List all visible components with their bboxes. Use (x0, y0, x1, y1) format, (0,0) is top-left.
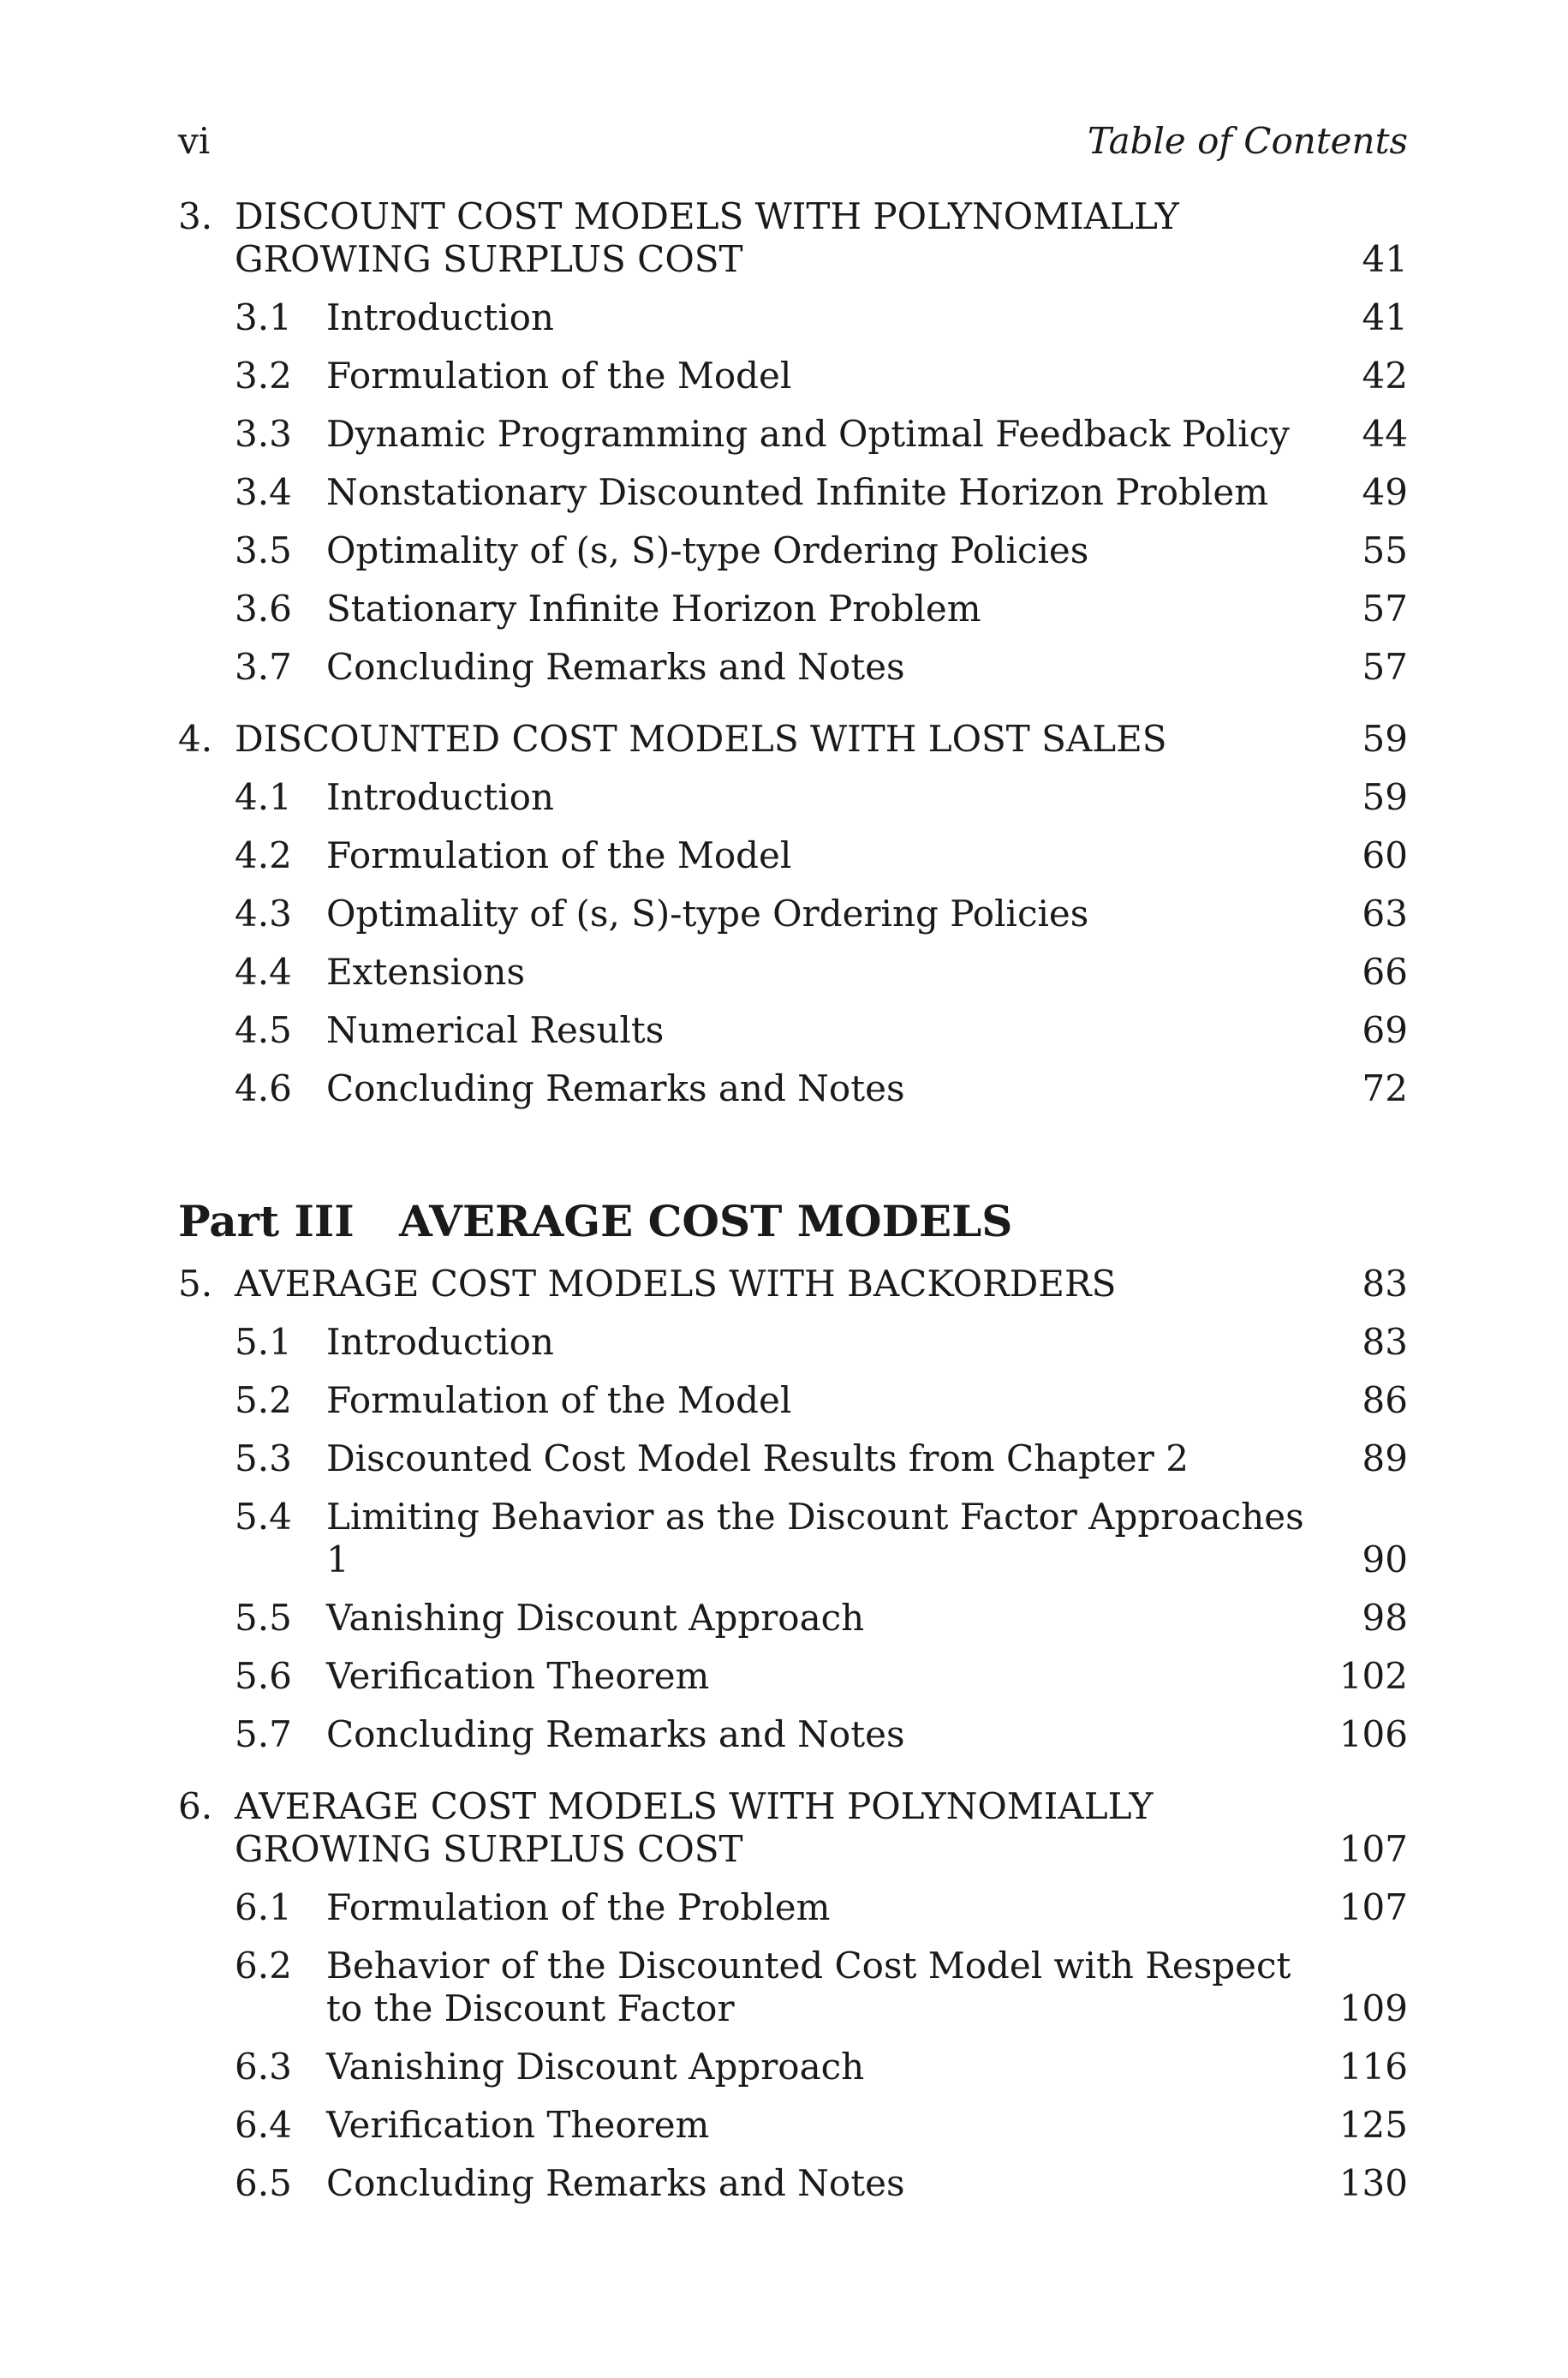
toc-section[interactable] (178, 1496, 1408, 1581)
toc-section[interactable] (178, 834, 1408, 877)
section-title: Introduction (326, 776, 554, 818)
toc-section[interactable] (178, 529, 1408, 572)
toc-section[interactable] (178, 1437, 1408, 1480)
section-title: Extensions (326, 951, 526, 993)
toc-section[interactable] (178, 951, 1408, 994)
section-number: 3.2 (235, 355, 292, 397)
section-title: Formulation of the Model (326, 355, 792, 397)
part-label: Part III (178, 1196, 355, 1246)
section-title: Numerical Results (326, 1009, 665, 1051)
chapter-number: 4. (178, 718, 213, 760)
section-title (326, 1945, 1314, 2030)
section-number: 6.1 (235, 1886, 292, 1928)
toc-section[interactable] (178, 1597, 1408, 1640)
toc-section[interactable] (178, 776, 1408, 819)
toc-chapter[interactable] (178, 1785, 1408, 1871)
section-number: 6.5 (235, 2162, 292, 2204)
section-page: 130 (1338, 2162, 1408, 2204)
section-title: Nonstationary Discounted Infinite Horizon Problem (326, 471, 1269, 513)
section-page: 41 (1362, 296, 1408, 338)
part-heading (178, 1194, 1408, 1249)
section-page: 106 (1338, 1713, 1408, 1755)
section-title: Optimality of (s, S)-type Ordering Policies (326, 893, 1089, 935)
toc-section[interactable] (178, 1713, 1408, 1756)
page-number: vi (178, 120, 211, 162)
part-title: AVERAGE COST MODELS (399, 1196, 1013, 1246)
section-number: 5.6 (235, 1655, 292, 1697)
section-number: 5.7 (235, 1713, 292, 1755)
section-number: 4.5 (235, 1009, 292, 1051)
section-title: Stationary Infinite Horizon Problem (326, 588, 981, 630)
toc-section[interactable] (178, 1067, 1408, 1110)
section-page: 89 (1362, 1437, 1408, 1479)
section-title: Formulation of the Model (326, 834, 792, 876)
section-title: Introduction (326, 1321, 554, 1363)
section-page: 57 (1362, 646, 1408, 688)
section-title: Concluding Remarks and Notes (326, 1713, 905, 1755)
section-page: 86 (1362, 1379, 1408, 1421)
toc-section[interactable] (178, 2162, 1408, 2205)
section-number: 4.6 (235, 1067, 292, 1109)
section-number: 6.3 (235, 2046, 292, 2088)
chapter-page: 41 (1362, 238, 1408, 280)
section-page: 69 (1362, 1009, 1408, 1051)
section-number: 4.3 (235, 893, 292, 935)
section-title: Formulation of the Model (326, 1379, 792, 1421)
section-title: Verification Theorem (326, 1655, 710, 1697)
section-number: 3.5 (235, 529, 292, 571)
section-title: Limiting Behavior as the Discount Factor Approaches 1 (326, 1496, 1304, 1580)
section-title: Vanishing Discount Approach (326, 1597, 865, 1639)
section-title: Verification Theorem (326, 2104, 710, 2146)
toc-section[interactable] (178, 355, 1408, 397)
section-page: 59 (1362, 776, 1408, 818)
section-page: 44 (1362, 413, 1408, 455)
toc-section[interactable] (178, 1379, 1408, 1422)
chapter-title: DISCOUNTED COST MODELS WITH LOST SALES (235, 718, 1167, 760)
chapter-title: AVERAGE COST MODELS WITH BACKORDERS (235, 1263, 1117, 1305)
section-page: 98 (1362, 1597, 1408, 1639)
section-page: 83 (1362, 1321, 1408, 1363)
toc-section[interactable] (178, 1009, 1408, 1052)
section-number: 5.3 (235, 1437, 292, 1479)
chapter-title (235, 195, 1314, 281)
section-title: Introduction (326, 296, 554, 338)
toc-section[interactable] (178, 588, 1408, 630)
section-title: Concluding Remarks and Notes (326, 1067, 905, 1109)
section-number: 3.3 (235, 413, 292, 455)
section-title: Concluding Remarks and Notes (326, 646, 905, 688)
chapter-title-line: GROWING SURPLUS COST (235, 1828, 743, 1870)
section-title: Discounted Cost Model Results from Chapter 2 (326, 1437, 1189, 1479)
section-page: 107 (1338, 1886, 1408, 1928)
toc-section[interactable] (178, 296, 1408, 339)
toc-section[interactable] (178, 471, 1408, 514)
section-number: 3.7 (235, 646, 292, 688)
section-title: Optimality of (s, S)-type Ordering Policies (326, 529, 1089, 571)
section-number: 3.1 (235, 296, 292, 338)
section-title: Formulation of the Problem (326, 1886, 831, 1928)
toc-section[interactable] (178, 893, 1408, 935)
toc-section[interactable] (178, 2104, 1408, 2147)
toc-chapter[interactable] (178, 1263, 1408, 1306)
section-title-line: to the Discount Factor (326, 1987, 735, 2029)
toc-section[interactable] (178, 646, 1408, 689)
chapter-number: 5. (178, 1263, 213, 1305)
section-title: Concluding Remarks and Notes (326, 2162, 905, 2204)
running-title: Table of Contents (1087, 120, 1408, 162)
chapter-number: 6. (178, 1785, 213, 1827)
section-page: 90 (1362, 1539, 1408, 1580)
chapter-page: 59 (1362, 718, 1408, 760)
section-number: 4.1 (235, 776, 292, 818)
section-number: 5.5 (235, 1597, 292, 1639)
running-header (178, 116, 1408, 167)
section-page: 116 (1338, 2046, 1408, 2088)
chapter-title (235, 1785, 1314, 1871)
section-title-line: Behavior of the Discounted Cost Model with Respect (326, 1945, 1291, 1987)
section-title: Vanishing Discount Approach (326, 2046, 865, 2088)
section-number: 6.2 (235, 1945, 292, 1987)
toc-section[interactable] (178, 1321, 1408, 1364)
section-number: 6.4 (235, 2104, 292, 2146)
section-page: 60 (1362, 834, 1408, 876)
toc-chapter[interactable] (178, 195, 1408, 281)
toc-section[interactable] (178, 413, 1408, 456)
toc-chapter[interactable] (178, 718, 1408, 761)
toc-section[interactable] (178, 1655, 1408, 1698)
chapter-title-line: DISCOUNT COST MODELS WITH POLYNOMIALLY (235, 195, 1179, 237)
section-number: 5.1 (235, 1321, 292, 1363)
section-page: 66 (1362, 951, 1408, 993)
chapter-number: 3. (178, 195, 213, 237)
section-number: 3.4 (235, 471, 292, 513)
section-page: 42 (1362, 355, 1408, 397)
section-page: 125 (1338, 2104, 1408, 2146)
section-number: 5.4 (235, 1496, 292, 1538)
chapter-title-line: AVERAGE COST MODELS WITH POLYNOMIALLY (235, 1785, 1154, 1827)
section-number: 4.4 (235, 951, 292, 993)
section-page: 63 (1362, 893, 1408, 935)
section-page: 55 (1362, 529, 1408, 571)
section-page: 72 (1362, 1067, 1408, 1109)
section-page: 102 (1338, 1655, 1408, 1697)
chapter-title-line: GROWING SURPLUS COST (235, 238, 743, 280)
section-number: 4.2 (235, 834, 292, 876)
section-title: Dynamic Programming and Optimal Feedback Policy (326, 413, 1290, 455)
toc-section[interactable] (178, 2046, 1408, 2088)
section-number: 5.2 (235, 1379, 292, 1421)
table-of-contents (178, 195, 1408, 2205)
section-number: 3.6 (235, 588, 292, 630)
toc-section[interactable] (178, 1886, 1408, 1929)
chapter-page: 107 (1338, 1828, 1408, 1870)
section-page: 49 (1362, 471, 1408, 513)
section-page: 109 (1338, 1987, 1408, 2029)
toc-section[interactable] (178, 1945, 1408, 2030)
section-page: 57 (1362, 588, 1408, 630)
chapter-page: 83 (1362, 1263, 1408, 1305)
